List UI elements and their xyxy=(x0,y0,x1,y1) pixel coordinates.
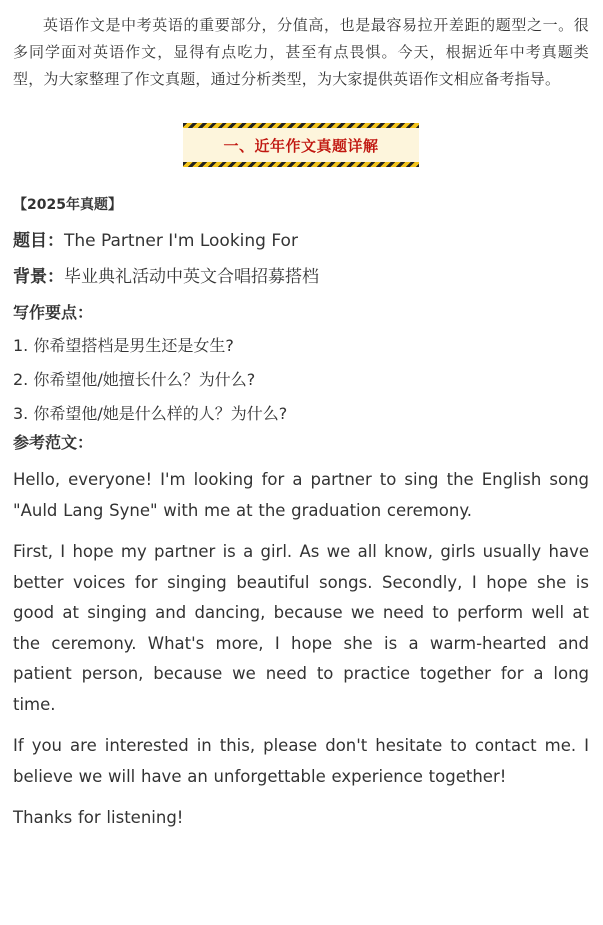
banner-bottom-stripe xyxy=(183,162,419,167)
section-banner xyxy=(183,123,419,167)
requirement-item: 3. 你希望他/她是什么样的人？为什么? xyxy=(13,404,288,423)
sample-paragraph: First, I hope my partner is a girl. As we all know, girls usually have better voices for singing beautiful songs. Secondly, I hope she is good at singing and dancing, because we need to perform well at the ceremony. What's more, I hope she is a warm-hearted and patient person, because we need to practice together for a long time. xyxy=(13,542,589,714)
sample-paragraph: If you are interested in this, please don't hesitate to contact me. I believe we will have an unforgettable experience together! xyxy=(13,736,589,786)
background-value: 毕业典礼活动中英文合唱招募搭档 xyxy=(64,267,319,287)
intro-paragraph: 英语作文是中考英语的重要部分，分值高，也是最容易拉开差距的题型之一。很多同学面对英语作文，显得有点吃力，甚至有点畏惧。今天，根据近年中考真题类型，为大家整理了作文真题，通过分析类型，为大家提供英语作文相应备考指导。 xyxy=(13,16,589,88)
background-label: 背景： xyxy=(13,267,64,287)
sample-label: 参考范文： xyxy=(13,433,94,452)
requirements-list xyxy=(13,329,589,431)
requirements-label: 写作要点： xyxy=(13,303,94,322)
section-banner-wrapper xyxy=(13,123,589,167)
banner-top-stripe xyxy=(183,123,419,128)
topic-label: 题目： xyxy=(13,231,64,251)
topic-line xyxy=(13,229,589,253)
background-line xyxy=(13,265,589,289)
requirement-item: 1. 你希望搭档是男生还是女生? xyxy=(13,336,234,355)
sample-paragraph: Hello, everyone! I'm looking for a partner to sing the English song "Auld Lang Syne" with me at the graduation ceremony. xyxy=(13,470,589,520)
section-title: 一、近年作文真题详解 xyxy=(223,136,379,155)
topic-value: The Partner I'm Looking For xyxy=(64,231,298,251)
article-body xyxy=(13,12,589,834)
requirement-item: 2. 你希望他/她擅长什么？为什么? xyxy=(13,370,256,389)
year-tag: 【2025年真题】 xyxy=(13,197,122,213)
sample-paragraph: Thanks for listening! xyxy=(13,808,184,827)
